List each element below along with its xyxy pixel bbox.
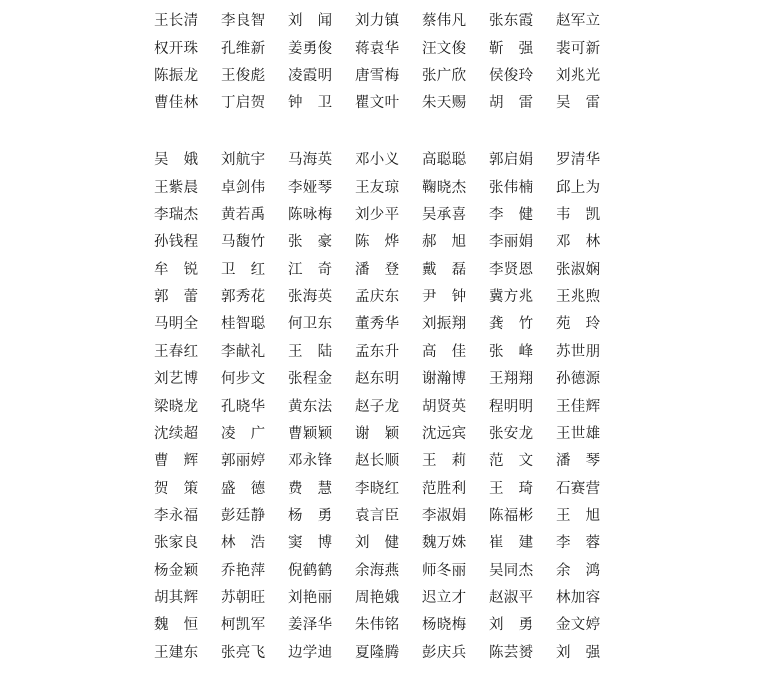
- person-name: 高 佳: [422, 343, 467, 360]
- person-name: 金文婷: [556, 617, 601, 634]
- person-name: 马明全: [154, 316, 199, 333]
- person-name: 郝 旭: [422, 234, 467, 251]
- person-name: 迟立才: [422, 589, 467, 606]
- person-name: 王紫晨: [154, 179, 199, 196]
- person-name: 刘振翔: [422, 316, 467, 333]
- person-name: 苏世朋: [556, 343, 601, 360]
- person-name: 沈续超: [154, 425, 199, 442]
- name-row: [154, 502, 624, 529]
- person-name: 袁言臣: [355, 507, 400, 524]
- person-name: 李良智: [221, 13, 266, 30]
- person-name: 杨 勇: [288, 507, 333, 524]
- name-row: [154, 530, 624, 557]
- person-name: 谢瀚博: [422, 371, 467, 388]
- person-name: 盛 德: [221, 480, 266, 497]
- person-name: 朱伟铭: [355, 617, 400, 634]
- person-name: 孟庆东: [355, 289, 400, 306]
- person-name: 彭庆兵: [422, 644, 467, 661]
- name-row: [154, 393, 624, 420]
- person-name: 张东霞: [489, 13, 534, 30]
- person-name: 赵子龙: [355, 398, 400, 415]
- name-row: [154, 366, 624, 393]
- person-name: 吴 娥: [154, 152, 199, 169]
- name-row: [154, 174, 624, 201]
- person-name: 黄若禹: [221, 207, 266, 224]
- person-name: 王建东: [154, 644, 199, 661]
- person-name: 吴 雷: [556, 94, 601, 111]
- person-name: 王长清: [154, 13, 199, 30]
- name-row: [154, 311, 624, 338]
- person-name: 李娅琴: [288, 179, 333, 196]
- name-row: [154, 585, 624, 612]
- person-name: 鞠晓杰: [422, 179, 467, 196]
- person-name: 范 文: [489, 453, 534, 470]
- person-name: 董秀华: [355, 316, 400, 333]
- person-name: 权开珠: [154, 40, 199, 57]
- person-name: 张伟楠: [489, 179, 534, 196]
- person-name: 江 奇: [288, 261, 333, 278]
- name-row: [154, 475, 624, 502]
- person-name: 王友琼: [355, 179, 400, 196]
- person-name: 姜勇俊: [288, 40, 333, 57]
- person-name: 李淑娟: [422, 507, 467, 524]
- person-name: 李 健: [489, 207, 534, 224]
- person-name: 王 陆: [288, 343, 333, 360]
- person-name: 边学迪: [288, 644, 333, 661]
- person-name: 瞿文叶: [355, 94, 400, 111]
- person-name: 王俊彪: [221, 67, 266, 84]
- person-name: 沈远宾: [422, 425, 467, 442]
- person-name: 张安龙: [489, 425, 534, 442]
- person-name: 王春红: [154, 343, 199, 360]
- person-name: 郭启娟: [489, 152, 534, 169]
- person-name: 凌 广: [221, 425, 266, 442]
- name-row: [154, 8, 624, 35]
- person-name: 王 莉: [422, 453, 467, 470]
- person-name: 孔维新: [221, 40, 266, 57]
- person-name: 崔 建: [489, 535, 534, 552]
- person-name: 赵淑平: [489, 589, 534, 606]
- person-name: 杨晓梅: [422, 617, 467, 634]
- person-name: 余海燕: [355, 562, 400, 579]
- person-name: 张家良: [154, 535, 199, 552]
- name-row: [154, 639, 624, 666]
- person-name: 余 鸿: [556, 562, 601, 579]
- person-name: 赵军立: [556, 13, 601, 30]
- person-name: 潘 登: [355, 261, 400, 278]
- person-name: 凌霞明: [288, 67, 333, 84]
- person-name: 冀方兆: [489, 289, 534, 306]
- name-row: [154, 202, 624, 229]
- name-list-block-1: [154, 8, 624, 117]
- person-name: 王 旭: [556, 507, 601, 524]
- person-name: 刘 勇: [489, 617, 534, 634]
- person-name: 刘兆光: [556, 67, 601, 84]
- person-name: 尹 钟: [422, 289, 467, 306]
- person-name: 郭 蕾: [154, 289, 199, 306]
- person-name: 卫 红: [221, 261, 266, 278]
- person-name: 刘 健: [355, 535, 400, 552]
- person-name: 魏 恒: [154, 617, 199, 634]
- person-name: 魏万姝: [422, 535, 467, 552]
- person-name: 潘 琴: [556, 453, 601, 470]
- person-name: 师冬丽: [422, 562, 467, 579]
- person-name: 周艳娥: [355, 589, 400, 606]
- person-name: 吴承喜: [422, 207, 467, 224]
- person-name: 刘少平: [355, 207, 400, 224]
- person-name: 蒋袁华: [355, 40, 400, 57]
- person-name: 张程金: [288, 371, 333, 388]
- person-name: 裴可新: [556, 40, 601, 57]
- person-name: 窦 博: [288, 535, 333, 552]
- person-name: 费 慧: [288, 480, 333, 497]
- person-name: 丁启贺: [221, 94, 266, 111]
- person-name: 胡其辉: [154, 589, 199, 606]
- person-name: 黄东法: [288, 398, 333, 415]
- person-name: 刘 闻: [288, 13, 333, 30]
- person-name: 夏隆腾: [355, 644, 400, 661]
- name-row: [154, 284, 624, 311]
- name-row: [154, 256, 624, 283]
- person-name: 孔晓华: [221, 398, 266, 415]
- person-name: 李 蓉: [556, 535, 601, 552]
- name-row: [154, 612, 624, 639]
- person-name: 姜泽华: [288, 617, 333, 634]
- person-name: 钟 卫: [288, 94, 333, 111]
- name-list-block-2: [154, 147, 624, 667]
- person-name: 韦 凯: [556, 207, 601, 224]
- person-name: 范胜利: [422, 480, 467, 497]
- person-name: 卓剑伟: [221, 179, 266, 196]
- person-name: 孟东升: [355, 343, 400, 360]
- name-row: [154, 90, 624, 117]
- person-name: 张海英: [288, 289, 333, 306]
- person-name: 邓 林: [556, 234, 601, 251]
- person-name: 王佳辉: [556, 398, 601, 415]
- name-row: [154, 62, 624, 89]
- person-name: 赵长顺: [355, 453, 400, 470]
- person-name: 陈振龙: [154, 67, 199, 84]
- person-name: 倪鹤鹤: [288, 562, 333, 579]
- name-row: [154, 420, 624, 447]
- person-name: 王 琦: [489, 480, 534, 497]
- person-name: 柯凯军: [221, 617, 266, 634]
- person-name: 刘航宇: [221, 152, 266, 169]
- person-name: 胡 雷: [489, 94, 534, 111]
- person-name: 郭秀花: [221, 289, 266, 306]
- person-name: 朱天赐: [422, 94, 467, 111]
- person-name: 林 浩: [221, 535, 266, 552]
- person-name: 陈福彬: [489, 507, 534, 524]
- person-name: 曹 辉: [154, 453, 199, 470]
- person-name: 邓永锋: [288, 453, 333, 470]
- person-name: 贺 策: [154, 480, 199, 497]
- person-name: 李永福: [154, 507, 199, 524]
- person-name: 侯俊玲: [489, 67, 534, 84]
- person-name: 罗清华: [556, 152, 601, 169]
- person-name: 苑 玲: [556, 316, 601, 333]
- person-name: 赵东明: [355, 371, 400, 388]
- person-name: 曹颖颖: [288, 425, 333, 442]
- person-name: 吴同杰: [489, 562, 534, 579]
- person-name: 胡贤英: [422, 398, 467, 415]
- person-name: 李献礼: [221, 343, 266, 360]
- person-name: 李贤恩: [489, 261, 534, 278]
- person-name: 李丽娟: [489, 234, 534, 251]
- person-name: 高聪聪: [422, 152, 467, 169]
- person-name: 靳 强: [489, 40, 534, 57]
- person-name: 张淑娴: [556, 261, 601, 278]
- person-name: 何卫东: [288, 316, 333, 333]
- person-name: 王世雄: [556, 425, 601, 442]
- person-name: 刘艳丽: [288, 589, 333, 606]
- person-name: 汪文俊: [422, 40, 467, 57]
- person-name: 张 峰: [489, 343, 534, 360]
- person-name: 陈 烨: [355, 234, 400, 251]
- name-row: [154, 557, 624, 584]
- person-name: 张 豪: [288, 234, 333, 251]
- person-name: 张广欣: [422, 67, 467, 84]
- person-name: 李晓红: [355, 480, 400, 497]
- person-name: 孙德源: [556, 371, 601, 388]
- person-name: 王兆煦: [556, 289, 601, 306]
- name-row: [154, 147, 624, 174]
- person-name: 王翔翔: [489, 371, 534, 388]
- person-name: 刘艺博: [154, 371, 199, 388]
- person-name: 陈芸赟: [489, 644, 534, 661]
- name-row: [154, 229, 624, 256]
- person-name: 张亮飞: [221, 644, 266, 661]
- person-name: 李瑞杰: [154, 207, 199, 224]
- person-name: 石赛营: [556, 480, 601, 497]
- name-row: [154, 448, 624, 475]
- person-name: 陈咏梅: [288, 207, 333, 224]
- person-name: 桂智聪: [221, 316, 266, 333]
- person-name: 林加容: [556, 589, 601, 606]
- person-name: 梁晓龙: [154, 398, 199, 415]
- person-name: 杨金颖: [154, 562, 199, 579]
- person-name: 苏朝旺: [221, 589, 266, 606]
- person-name: 邱上为: [556, 179, 601, 196]
- person-name: 彭廷静: [221, 507, 266, 524]
- person-name: 龚 竹: [489, 316, 534, 333]
- person-name: 蔡伟凡: [422, 13, 467, 30]
- name-row: [154, 338, 624, 365]
- person-name: 程明明: [489, 398, 534, 415]
- person-name: 谢 颖: [355, 425, 400, 442]
- person-name: 戴 磊: [422, 261, 467, 278]
- person-name: 乔艳萍: [221, 562, 266, 579]
- person-name: 曹佳林: [154, 94, 199, 111]
- name-row: [154, 35, 624, 62]
- person-name: 牟 锐: [154, 261, 199, 278]
- person-name: 孙钱程: [154, 234, 199, 251]
- person-name: 马海英: [288, 152, 333, 169]
- person-name: 邓小义: [355, 152, 400, 169]
- person-name: 马馥竹: [221, 234, 266, 251]
- person-name: 唐雪梅: [355, 67, 400, 84]
- person-name: 刘力镇: [355, 13, 400, 30]
- person-name: 何步文: [221, 371, 266, 388]
- person-name: 刘 强: [556, 644, 601, 661]
- person-name: 郭丽婷: [221, 453, 266, 470]
